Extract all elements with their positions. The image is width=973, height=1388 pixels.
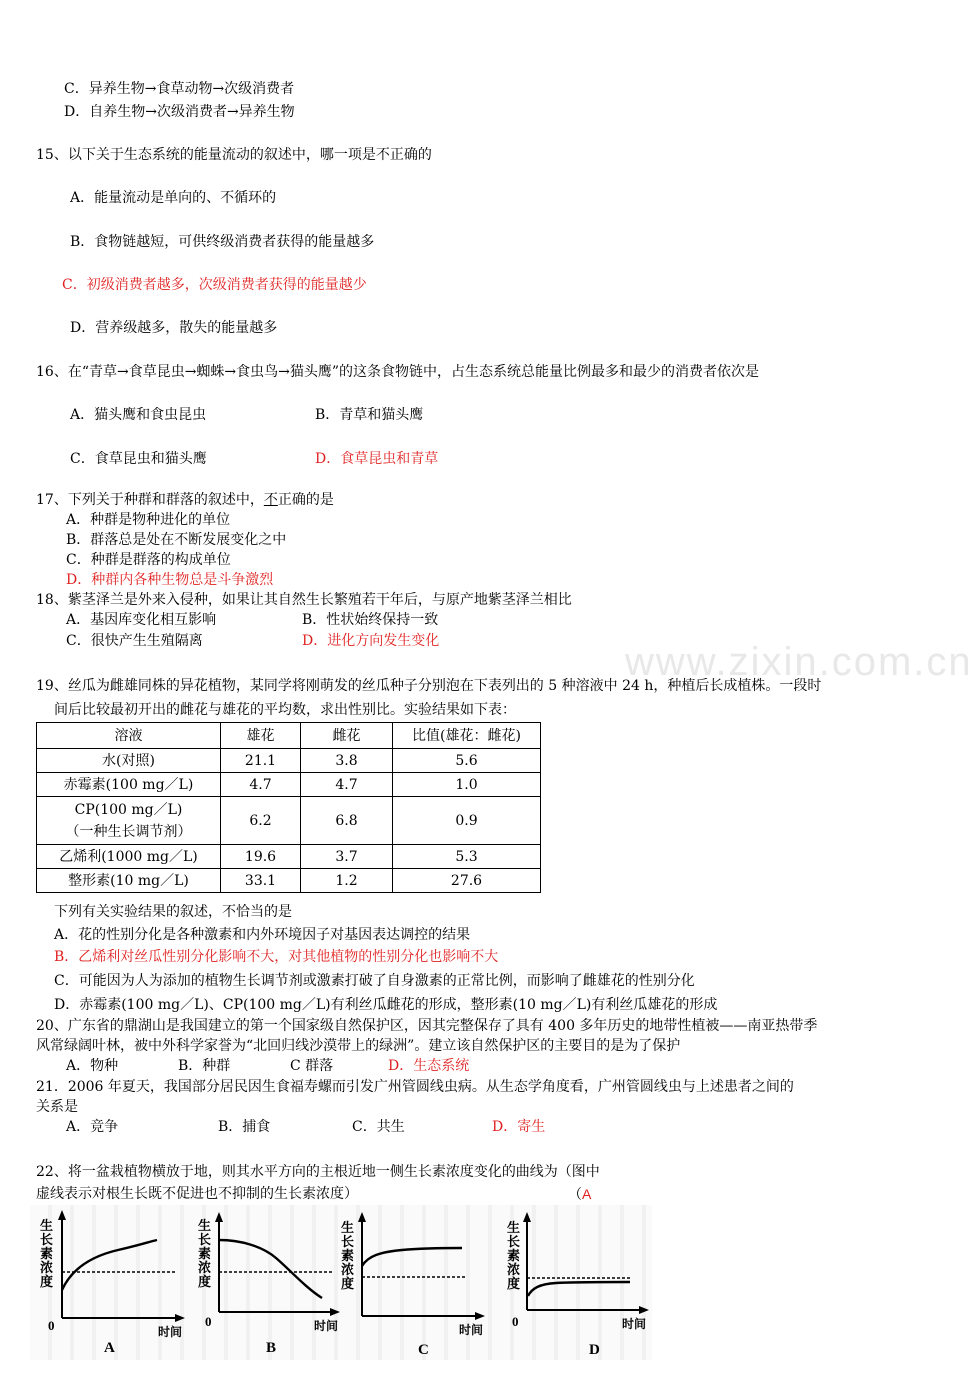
graph-d-origin: 0 <box>512 1314 519 1329</box>
table-cell: 27.6 <box>393 869 541 893</box>
ylabel-char: 生 <box>198 1218 212 1233</box>
ylabel-char: 素 <box>40 1246 54 1261</box>
q14-option-c: C．异养生物→食草动物→次级消费者 <box>64 81 295 97</box>
graph-c-label: C <box>418 1342 429 1358</box>
q19-option-a: A．花的性别分化是各种激素和内外环境因子对基因表达调控的结果 <box>54 927 471 943</box>
q17-stem-post: 正确的是 <box>277 492 334 508</box>
q20-option-c: C 群落 <box>290 1058 334 1074</box>
q16-option-a: A．猫头鹰和食虫昆虫 <box>70 407 207 423</box>
q15-option-a: A．能量流动是单向的、不循环的 <box>70 190 277 206</box>
q15-option-b: B．食物链越短，可供终级消费者获得的能量越多 <box>70 234 375 250</box>
graph-d-ylabel <box>507 1220 520 1291</box>
q17-stem-underline: 不 <box>263 492 278 508</box>
q15-option-c-answer: C．初级消费者越多，次级消费者获得的能量越少 <box>62 277 367 293</box>
q17-option-d-answer: D．种群内各种生物总是斗争激烈 <box>66 572 274 588</box>
table-cell: 6.8 <box>301 797 393 845</box>
q21-stem-line2: 关系是 <box>36 1099 78 1115</box>
ylabel-char: 生 <box>40 1218 54 1233</box>
q22-answer-paren: （ <box>568 1187 582 1203</box>
table-cell: 乙烯利(1000 mg／L) <box>37 845 221 869</box>
graph-a-curve <box>62 1240 157 1290</box>
q20-option-a: A．物种 <box>66 1058 119 1074</box>
graph-a-origin: 0 <box>48 1318 55 1333</box>
graph-c-curve <box>362 1248 462 1266</box>
table-cell: 1.2 <box>301 869 393 893</box>
q16-stem: 16、在“青草→食草昆虫→蜘蛛→食虫鸟→猫头鹰”的这条食物链中，占生态系统总能量比例最多和最少的消费者依次是 <box>36 364 760 380</box>
graph-d-x-arrow <box>639 1306 649 1314</box>
graph-c-y-arrow <box>358 1212 366 1222</box>
q19-stem-line1: 19、丝瓜为雌雄同株的异花植物，某同学将刚萌发的丝瓜种子分别泡在下表列出的 5 种溶液中 24 h，种植后长成植株。一段时 <box>36 678 822 694</box>
table-cell: 4.7 <box>301 773 393 797</box>
q21-option-a: A．竞争 <box>66 1119 119 1135</box>
graph-b-xlabel: 时间 <box>314 1319 339 1333</box>
ylabel-char: 素 <box>198 1246 212 1261</box>
graph-c <box>341 1212 485 1358</box>
table-cell: 1.0 <box>393 773 541 797</box>
graph-b-ylabel <box>198 1218 211 1289</box>
table-cell: 5.6 <box>393 749 541 773</box>
graph-a-ylabel <box>40 1218 53 1289</box>
q15-stem: 15、以下关于生态系统的能量流动的叙述中，哪一项是不正确的 <box>36 147 432 163</box>
table-cell: 6.2 <box>221 797 301 845</box>
table-cell: 33.1 <box>221 869 301 893</box>
table-header-cell: 溶液 <box>37 723 221 749</box>
table-cell: 3.8 <box>301 749 393 773</box>
table-header-cell: 雄花 <box>221 723 301 749</box>
watermark: www.zixin.com.cn <box>625 640 973 684</box>
q14-option-d: D．自养生物→次级消费者→异养生物 <box>64 104 295 120</box>
q16-option-c: C．食草昆虫和猫头鹰 <box>70 451 207 467</box>
q17-option-c: C．种群是群落的构成单位 <box>66 552 231 568</box>
graph-b-origin: 0 <box>205 1314 212 1329</box>
table-cell: 5.3 <box>393 845 541 869</box>
q20-option-d-answer: D．生态系统 <box>388 1058 470 1074</box>
graph-b-curve <box>219 1240 322 1298</box>
q20-stem-line2: 风常绿阔叶林，被中外科学家誉为“北回归线沙漠带上的绿洲”。建立该自然保护区的主要目的是为了保护 <box>36 1038 681 1054</box>
q15-option-d: D．营养级越多，散失的能量越多 <box>70 320 278 336</box>
q18-stem: 18、紫茎泽兰是外来入侵种，如果让其自然生长繁殖若干年后，与原产地紫茎泽兰相比 <box>36 592 572 608</box>
graph-b <box>198 1212 340 1356</box>
q17-option-b: B．群落总是处在不断发展变化之中 <box>66 532 287 548</box>
table-header-cell: 雌花 <box>301 723 393 749</box>
q19-stem-line2: 间后比较最初开出的雌花与雄花的平均数，求出性别比。实验结果如下表： <box>54 702 516 718</box>
graph-d <box>507 1212 649 1358</box>
graph-c-ylabel <box>341 1220 354 1291</box>
q17-option-a: A．种群是物种进化的单位 <box>66 512 231 528</box>
table-cell: 赤霉素(100 mg／L) <box>37 773 221 797</box>
table-cell: 19.6 <box>221 845 301 869</box>
ylabel-char: 素 <box>507 1248 521 1263</box>
table-cell: 0.9 <box>393 797 541 845</box>
ylabel-char: 度 <box>198 1274 212 1289</box>
q18-option-c: C．很快产生生殖隔离 <box>66 633 203 649</box>
q19-option-b-answer: B．乙烯利对丝瓜性别分化影响不大，对其他植物的性别分化也影响不大 <box>54 949 499 965</box>
q19-option-c: C．可能因为人为添加的植物生长调节剂或激素打破了自身激素的正常比例，而影响了雌雄花的性别分化 <box>54 973 695 989</box>
ylabel-char: 浓 <box>507 1262 521 1277</box>
q21-option-b: B．捕食 <box>218 1119 271 1135</box>
q18-option-a: A．基因库变化相互影响 <box>66 612 217 628</box>
graph-a <box>40 1210 185 1356</box>
ylabel-char: 素 <box>341 1248 355 1263</box>
graph-a-x-arrow <box>175 1314 185 1322</box>
ylabel-char: 度 <box>341 1276 355 1291</box>
table-cell: 21.1 <box>221 749 301 773</box>
ylabel-char: 浓 <box>341 1262 355 1277</box>
graph-b-y-arrow <box>215 1212 223 1222</box>
table-cell: 整形素(10 mg／L) <box>37 869 221 893</box>
graph-a-label: A <box>104 1340 115 1356</box>
graph-b-x-arrow <box>330 1308 340 1316</box>
q16-option-b: B．青草和猫头鹰 <box>315 407 424 423</box>
q21-stem-line1: 21．2006 年夏天，我国部分居民因生食福寿螺而引发广州管圆线虫病。从生态学角度看，广州管圆线虫与上述患者之间的 <box>36 1079 794 1095</box>
graph-c-x-arrow <box>475 1312 485 1320</box>
table-cell: CP(100 mg／L) （一种生长调节剂） <box>37 797 221 845</box>
ylabel-char: 长 <box>40 1232 54 1247</box>
q21-option-c: C．共生 <box>352 1119 405 1135</box>
q16-option-d-answer: D．食草昆虫和青草 <box>315 451 439 467</box>
ylabel-char: 浓 <box>40 1260 54 1275</box>
q19-option-d: D．赤霉素(100 mg／L)、CP(100 mg／L)有利丝瓜雌花的形成，整形素(10 mg／L)有利丝瓜雄花的形成 <box>54 997 718 1013</box>
graph-a-y-arrow <box>58 1210 66 1220</box>
q19-question: 下列有关实验结果的叙述，不恰当的是 <box>54 904 292 920</box>
table-cell: 4.7 <box>221 773 301 797</box>
q22-stem-line1: 22、将一盆栽植物横放于地，则其水平方向的主根近地一侧生长素浓度变化的曲线为（图中 <box>36 1164 600 1180</box>
graph-d-y-arrow <box>523 1212 531 1222</box>
ylabel-char: 长 <box>507 1234 521 1249</box>
q22-stem-line2: 虚线表示对根生长既不促进也不抑制的生长素浓度） <box>36 1186 358 1202</box>
ylabel-char: 长 <box>198 1232 212 1247</box>
q18-option-d-answer: D．进化方向发生变化 <box>302 633 440 649</box>
ylabel-char: 生 <box>341 1220 355 1235</box>
q18-option-b: B．性状始终保持一致 <box>302 612 439 628</box>
graph-d-xlabel: 时间 <box>622 1317 647 1331</box>
table-header-cell: 比值(雄花：雌花) <box>393 723 541 749</box>
q20-option-b: B．种群 <box>178 1058 231 1074</box>
ylabel-char: 浓 <box>198 1260 212 1275</box>
q17-stem-pre: 17、下列关于种群和群落的叙述中， <box>36 492 264 508</box>
graph-a-xlabel: 时间 <box>158 1325 183 1339</box>
ylabel-char: 长 <box>341 1234 355 1249</box>
table-cell: 水(对照) <box>37 749 221 773</box>
graph-c-xlabel: 时间 <box>459 1323 484 1337</box>
table-cell: 3.7 <box>301 845 393 869</box>
graph-d-label: D <box>589 1342 600 1358</box>
graph-b-label: B <box>266 1340 277 1356</box>
q20-stem-line1: 20、广东省的鼎湖山是我国建立的第一个国家级自然保护区，因其完整保存了具有 400 多年历史的地带性植被——南亚热带季 <box>36 1018 818 1034</box>
graph-d-curve <box>528 1282 630 1296</box>
q22-answer-letter: A <box>582 1186 592 1202</box>
ylabel-char: 度 <box>507 1276 521 1291</box>
ylabel-char: 度 <box>40 1274 54 1289</box>
q21-option-d-answer: D．寄生 <box>492 1119 546 1135</box>
ylabel-char: 生 <box>507 1220 521 1235</box>
